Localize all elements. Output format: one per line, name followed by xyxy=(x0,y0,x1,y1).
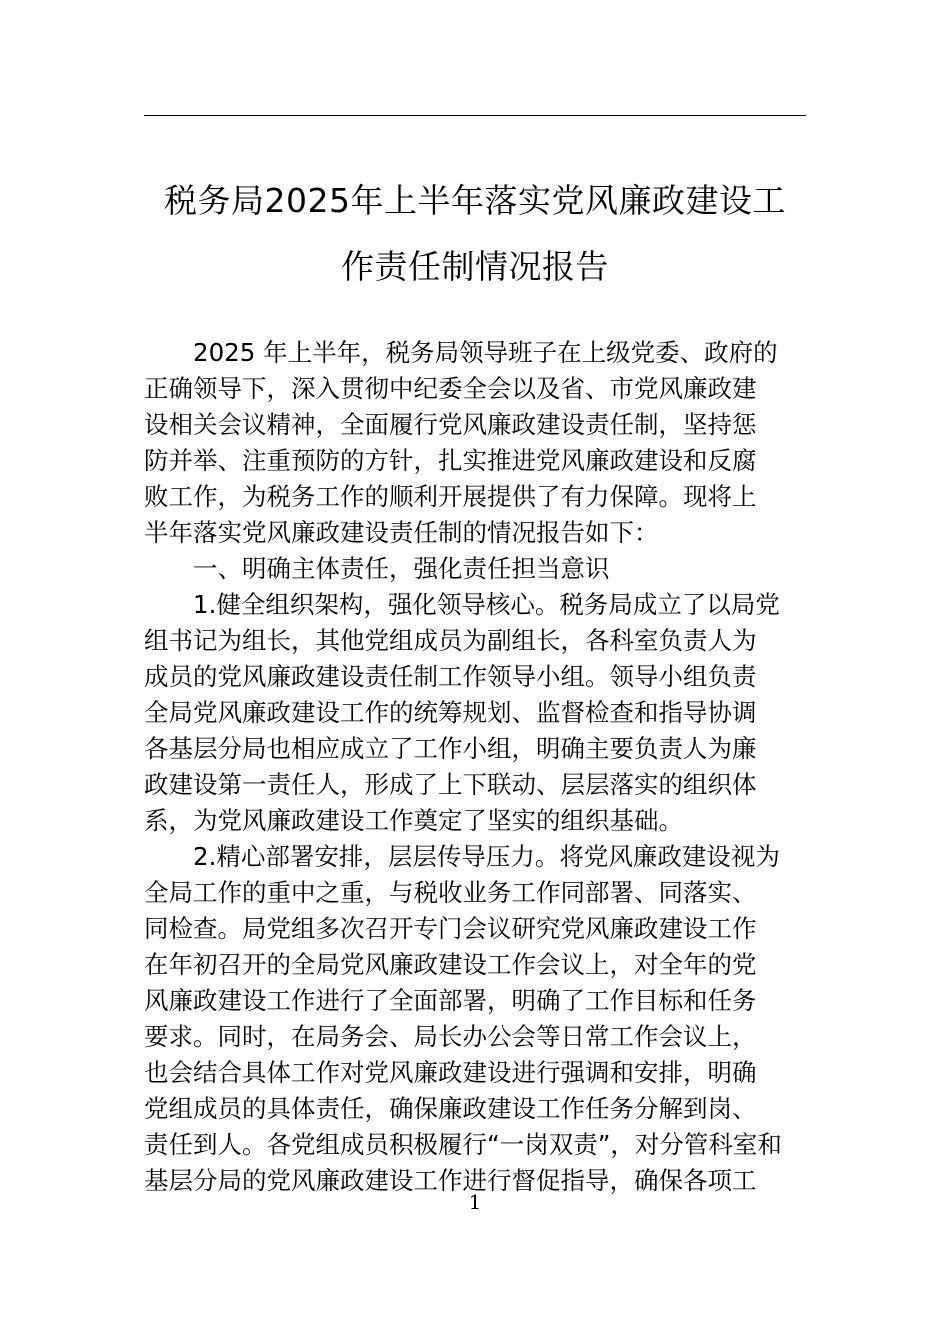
body-line: 组书记为组长，其他党组成员为副组长，各科室负责人为 xyxy=(144,626,757,655)
body-line: 2025 年上半年，税务局领导班子在上级党委、政府的 xyxy=(193,338,778,367)
document-title xyxy=(144,168,806,300)
body-line: 基层分局的党风廉政建设工作进行督促指导，确保各项工 xyxy=(144,1166,757,1195)
title-line-1: 税务局2025年上半年落实党风廉政建设工 xyxy=(164,181,786,220)
body-line: 1.健全组织架构，强化领导核心。税务局成立了以局党 xyxy=(193,590,780,619)
body-line: 2.精心部署安排，层层传导压力。将党风廉政建设视为 xyxy=(193,842,780,871)
body-line: 设相关会议精神，全面履行党风廉政建设责任制，坚持惩 xyxy=(144,410,757,439)
body-line: 一、明确主体责任，强化责任担当意识 xyxy=(193,554,610,583)
body-line: 政建设第一责任人，形成了上下联动、层层落实的组织体 xyxy=(144,770,757,799)
title-line-2: 作责任制情况报告 xyxy=(341,247,609,286)
document-body xyxy=(144,335,806,1199)
body-line: 各基层分局也相应成立了工作小组，明确主要负责人为廉 xyxy=(144,734,757,763)
body-line: 系，为党风廉政建设工作奠定了坚实的组织基础。 xyxy=(144,806,683,835)
body-line: 全局工作的重中之重，与税收业务工作同部署、同落实、 xyxy=(144,878,757,907)
body-line: 责任到人。各党组成员积极履行“一岗双责”，对分管科室和 xyxy=(144,1130,782,1159)
header-rule xyxy=(144,115,806,116)
page-number: 1 xyxy=(468,1190,482,1214)
body-line: 全局党风廉政建设工作的统筹规划、监督检查和指导协调 xyxy=(144,698,757,727)
body-line: 在年初召开的全局党风廉政建设工作会议上，对全年的党 xyxy=(144,950,757,979)
body-line: 同检查。局党组多次召开专门会议研究党风廉政建设工作 xyxy=(144,914,757,943)
body-line: 半年落实党风廉政建设责任制的情况报告如下： xyxy=(144,518,659,547)
body-line: 成员的党风廉政建设责任制工作领导小组。领导小组负责 xyxy=(144,662,757,691)
body-line: 防并举、注重预防的方针，扎实推进党风廉政建设和反腐 xyxy=(144,446,757,475)
body-line: 败工作，为税务工作的顺利开展提供了有力保障。现将上 xyxy=(144,482,757,511)
body-line: 正确领导下，深入贯彻中纪委全会以及省、市党风廉政建 xyxy=(144,374,757,403)
body-line: 党组成员的具体责任，确保廉政建设工作任务分解到岗、 xyxy=(144,1094,757,1123)
body-line: 风廉政建设工作进行了全面部署，明确了工作目标和任务 xyxy=(144,986,757,1015)
body-line: 要求。同时，在局务会、局长办公会等日常工作会议上， xyxy=(144,1022,757,1051)
body-line: 也会结合具体工作对党风廉政建设进行强调和安排，明确 xyxy=(144,1058,757,1087)
